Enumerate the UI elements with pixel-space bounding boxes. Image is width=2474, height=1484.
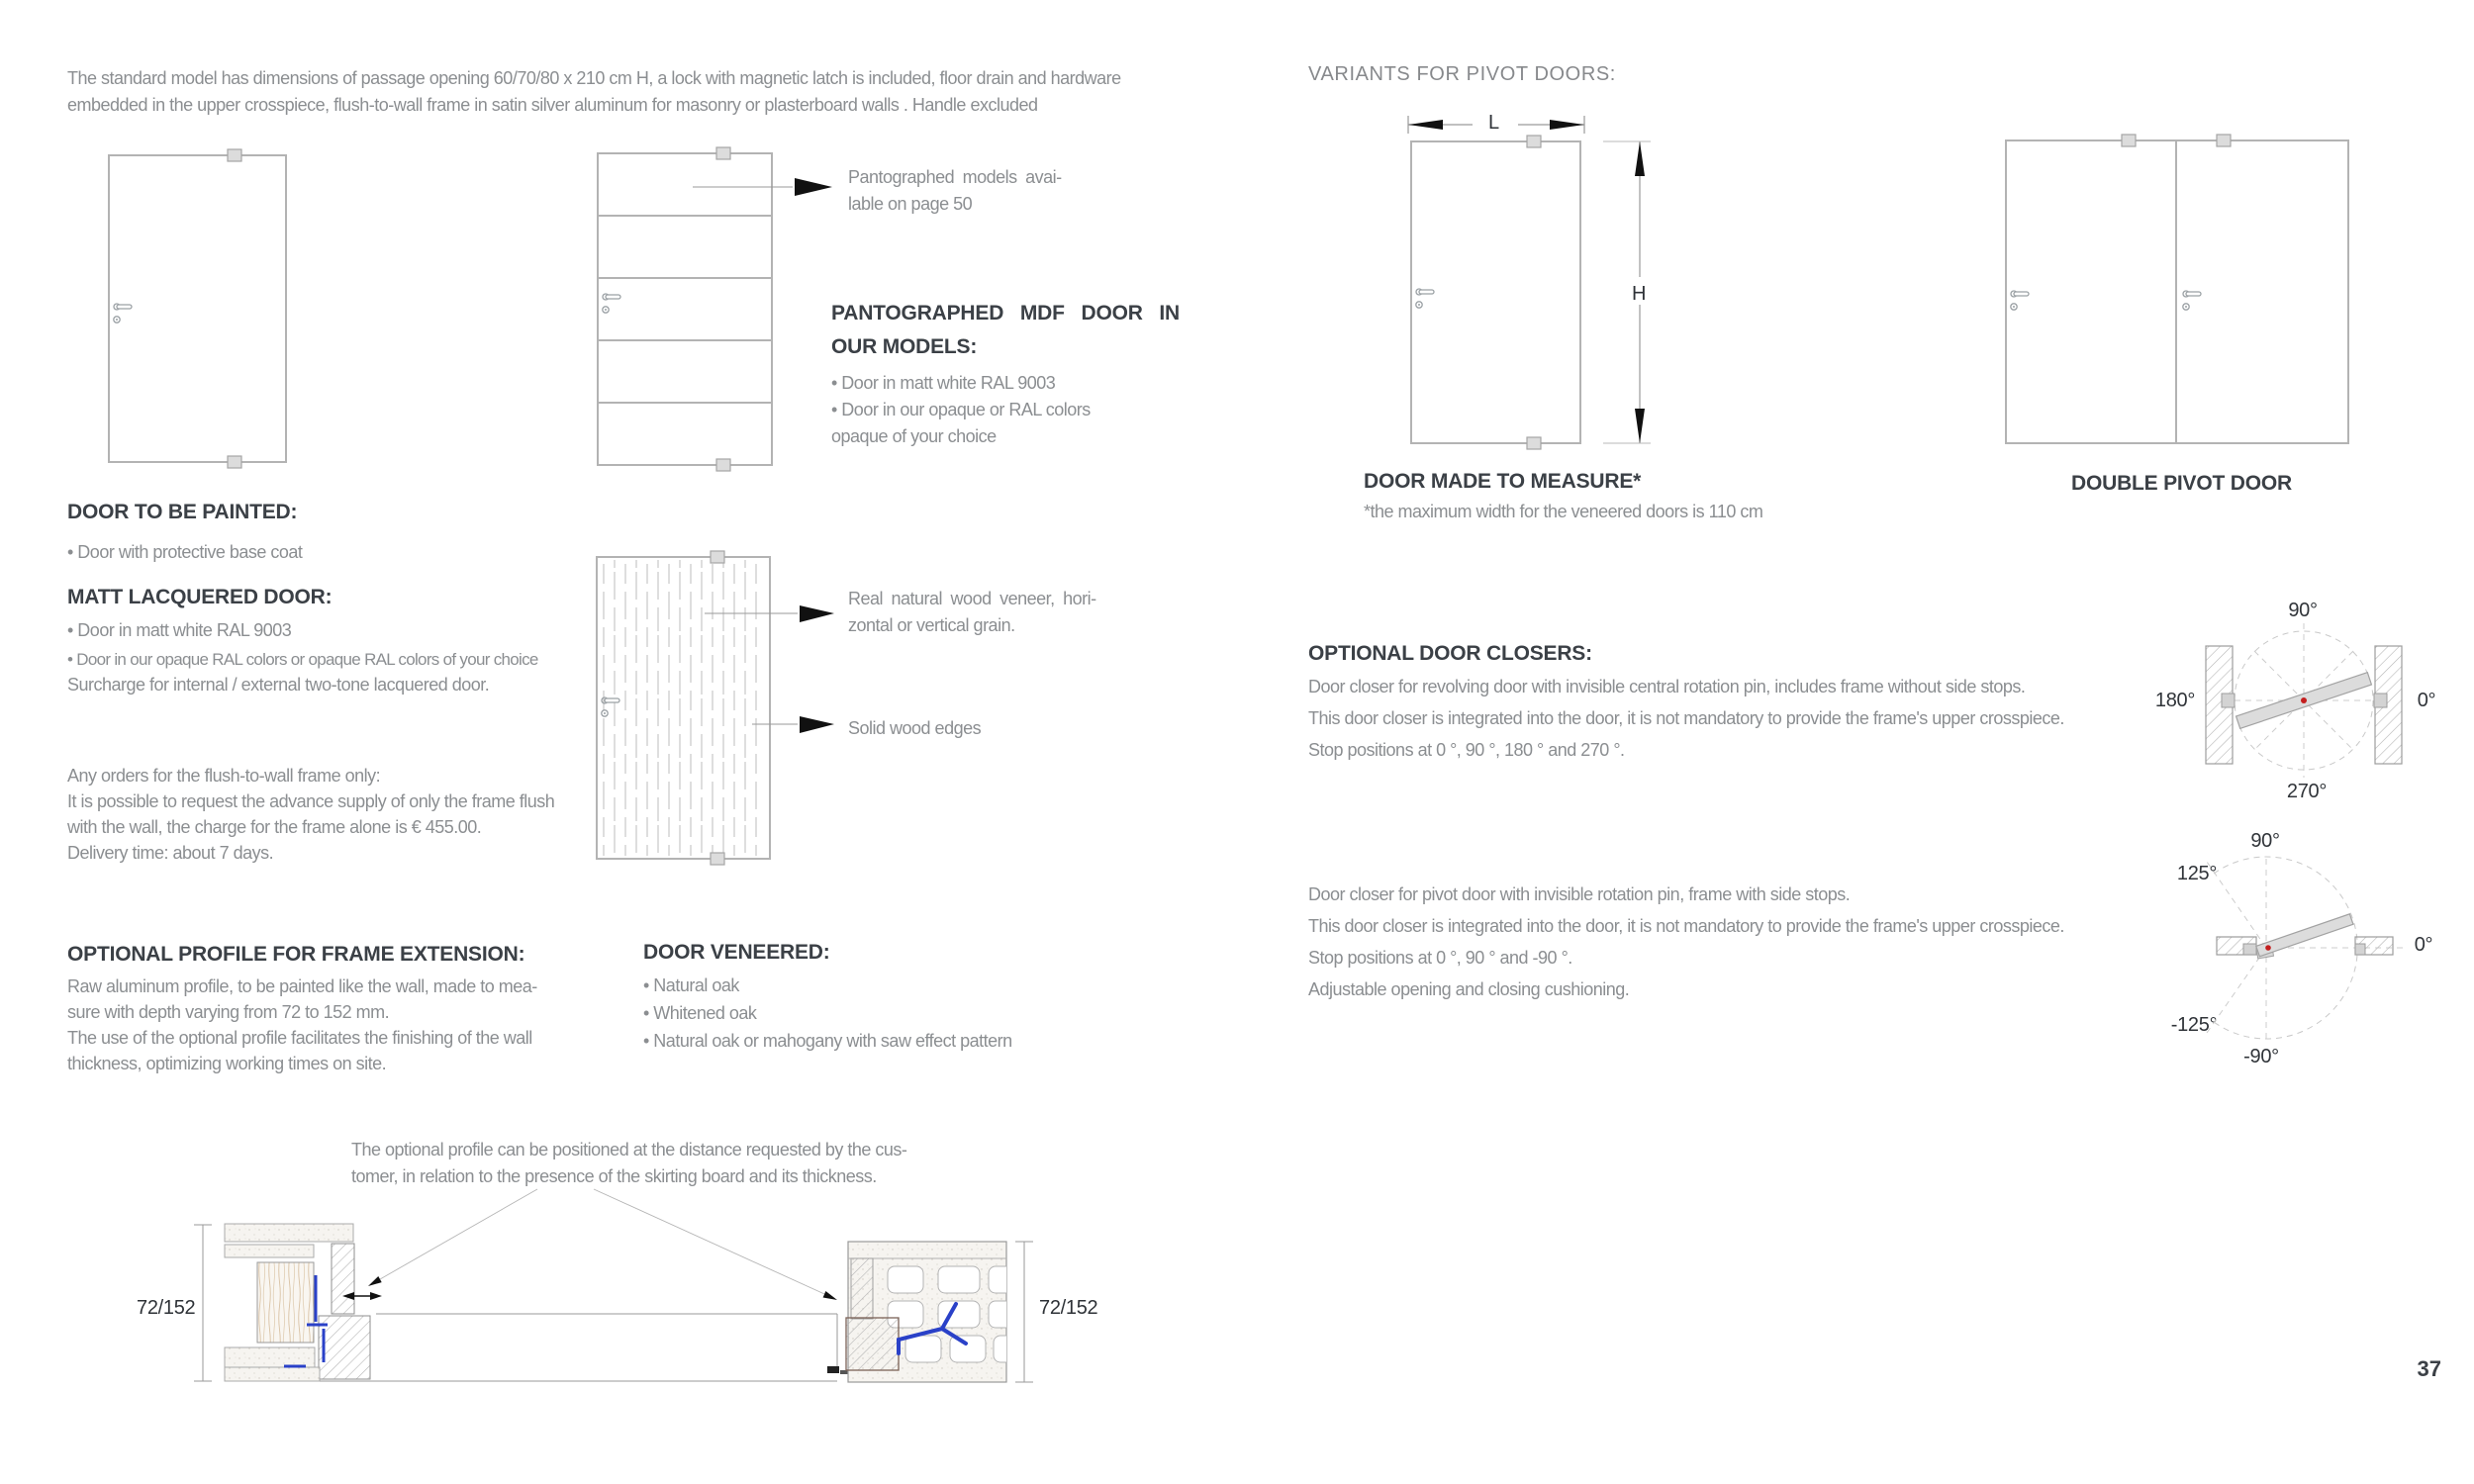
closer-pivot-line-4: Adjustable opening and closing cushioning. [1308, 979, 1630, 999]
door-veneered-bullet-3: • Natural oak or mahogany with saw effect pattern [643, 1031, 1012, 1051]
door-leaf-bar [2256, 914, 2353, 957]
optional-profile-title: OPTIONAL PROFILE FOR FRAME EXTENSION: [67, 943, 525, 966]
door-to-be-painted-title: DOOR TO BE PAINTED: [67, 501, 298, 523]
flush-frame-line-2: It is possible to request the advance supply of only the frame flush [67, 791, 555, 811]
flush-frame-line-3: with the wall, the charge for the frame alone is € 455.00. [67, 817, 482, 837]
wood-grain-texture [603, 560, 764, 856]
door-outline [109, 155, 286, 462]
width-dimension-line [1408, 116, 1584, 134]
closer-pivot-line-2: This door closer is integrated into the door, it is not mandatory to provide the frame's upper crosspiece. [1308, 916, 2064, 936]
intro-line-1: The standard model has dimensions of passage opening 60/70/80 x 210 cm H, a lock with magnetic latch is included, floor drain and hardware [67, 68, 1121, 88]
pivot-angle-top: 90° [2250, 830, 2280, 852]
matt-lacquered-bullet-2: • Door in our opaque RAL colors or opaque RAL colors of your choice [67, 650, 538, 669]
pantographed-mdf-bullet-1: • Door in matt white RAL 9003 [831, 373, 1056, 393]
pivot-square-icon [2122, 135, 2136, 146]
door-outline [598, 153, 772, 465]
pivot-angle-right: 0° [2414, 934, 2433, 956]
door-outline [1411, 141, 1580, 443]
closer-pivot-line-3: Stop positions at 0 °, 90 ° and -90 °. [1308, 948, 1572, 968]
flush-frame-line-1: Any orders for the flush-to-wall frame only: [67, 766, 381, 786]
closer-revolving-line-2: This door closer is integrated into the door, it is not mandatory to provide the frame's upper crosspiece. [1308, 708, 2064, 728]
pantographed-mdf-title: PANTOGRAPHED MDF DOOR IN OUR MODELS: [831, 302, 1180, 358]
left-jamb-section [225, 1224, 382, 1381]
leader-arrow-icon [823, 1291, 837, 1300]
pivot-square-icon [1527, 136, 1541, 147]
double-pivot-title: DOUBLE PIVOT DOOR [2071, 472, 2292, 495]
closer-revolving-line-3: Stop positions at 0 °, 90 °, 180 ° and 270 °. [1308, 740, 1625, 760]
door-leaf-section [257, 1262, 314, 1343]
pantographed-door-diagram [584, 139, 851, 480]
side-stop [2222, 694, 2235, 707]
width-dimension-label: L [1488, 112, 1499, 134]
right-masonry-section [846, 1242, 1024, 1382]
made-to-measure-diagram [1380, 94, 1677, 465]
pivot-closer-diagram [2118, 836, 2459, 1073]
page-number: 37 [2417, 1356, 2441, 1381]
height-dimension-line [1603, 141, 1651, 443]
pivot-angle-bottom: -90° [2243, 1046, 2279, 1067]
left-dimension-line [194, 1225, 212, 1381]
matt-lacquered-note: Surcharge for internal / external two-tone lacquered door. [67, 675, 490, 695]
pantographed-mdf-bullet-2: • Door in our opaque or RAL colors opaque of your choice [831, 400, 1091, 446]
rotation-pin-marker [2301, 697, 2307, 703]
optional-profile-line-3: The use of the optional profile facilitates the finishing of the wall [67, 1028, 532, 1048]
revolving-angle-bottom: 270° [2286, 781, 2328, 802]
note-leader-line [594, 1189, 833, 1298]
door-to-be-painted-bullet: • Door with protective base coat [67, 542, 303, 562]
pivot-angle-upper-left: 125° [2176, 863, 2218, 884]
closer-revolving-line-1: Door closer for revolving door with invisible central rotation pin, includes frame without side stops. [1308, 677, 2026, 696]
optional-profile-line-4: thickness, optimizing working times on site. [67, 1054, 387, 1073]
door-veneered-bullet-1: • Natural oak [643, 975, 739, 995]
pivot-square-icon [1527, 437, 1541, 449]
pivot-square-icon [711, 551, 724, 563]
callout-arrow-icon [800, 605, 834, 622]
closer-pivot-line-1: Door closer for pivot door with invisible rotation pin, frame with side stops. [1308, 884, 1851, 904]
optional-profile-line-2: sure with depth varying from 72 to 152 mm. [67, 1002, 390, 1022]
side-stop [2355, 944, 2365, 955]
note-leader-line [373, 1189, 537, 1283]
side-stop [2243, 944, 2256, 955]
right-dimension-line [1015, 1242, 1033, 1382]
veneered-door-diagram [584, 539, 851, 881]
rotation-pin-marker [2265, 945, 2271, 951]
veneer-grain-callout-line-2: zontal or vertical grain. [848, 615, 1015, 635]
pivot-square-icon [228, 456, 241, 468]
callout-arrow-icon [800, 716, 834, 733]
pivot-square-icon [228, 149, 241, 161]
plain-door-diagram [99, 139, 307, 480]
callout-arrow-icon [795, 178, 832, 196]
door-closers-title: OPTIONAL DOOR CLOSERS: [1308, 642, 1592, 665]
double-pivot-door-diagram [1989, 129, 2365, 455]
pivot-angle-lower-left: -125° [2170, 1014, 2218, 1036]
profile-note-line-1: The optional profile can be positioned at the distance requested by the cus- [351, 1140, 907, 1159]
made-to-measure-note: *the maximum width for the veneered doors is 110 cm [1364, 502, 1763, 521]
profile-note-line-2: tomer, in relation to the presence of the skirting board and its thickness. [351, 1166, 877, 1186]
height-dimension-label: H [1632, 283, 1647, 305]
floor-pivot-hardware [827, 1366, 839, 1373]
pivot-square-icon [716, 459, 730, 471]
intro-line-2: embedded in the upper crosspiece, flush-to-wall frame in satin silver aluminum for masonry or plasterboard walls . Handle excluded [67, 95, 1038, 115]
frame-profile-hatch [846, 1318, 899, 1370]
pivot-square-icon [711, 853, 724, 865]
pivot-square-icon [716, 147, 730, 159]
veneer-grain-callout-line-1: Real natural wood veneer, hori- [848, 589, 1096, 608]
revolving-angle-right: 0° [2417, 690, 2436, 711]
door-veneered-bullet-2: • Whitened oak [643, 1003, 757, 1023]
revolving-closer-diagram [2138, 594, 2454, 811]
revolving-angle-top: 90° [2288, 600, 2318, 621]
variants-title: VARIANTS FOR PIVOT DOORS: [1308, 63, 1616, 85]
frame-section-drawing [124, 1182, 1123, 1395]
made-to-measure-title: DOOR MADE TO MEASURE* [1364, 470, 1642, 493]
pantographed-callout-line-2: lable on page 50 [848, 194, 973, 214]
optional-profile-line-1: Raw aluminum profile, to be painted like the wall, made to mea- [67, 976, 537, 996]
frame-profile-hatch [332, 1244, 354, 1314]
right-section-dimension: 72/152 [1039, 1297, 1098, 1319]
hollow-brick-cores [888, 1266, 1024, 1362]
matt-lacquered-title: MATT LACQUERED DOOR: [67, 586, 333, 608]
pivot-square-icon [2217, 135, 2231, 146]
solid-wood-edges-callout: Solid wood edges [848, 718, 982, 738]
flush-frame-line-4: Delivery time: about 7 days. [67, 843, 274, 863]
side-stop [2374, 694, 2387, 707]
leader-arrow-icon [368, 1276, 382, 1286]
plaster-hatch [851, 1258, 873, 1319]
pantographed-callout-line-1: Pantographed models avai- [848, 167, 1062, 187]
revolving-angle-left: 180° [2154, 690, 2196, 711]
wall-lines [320, 1314, 837, 1381]
matt-lacquered-bullet-1: • Door in matt white RAL 9003 [67, 620, 292, 640]
left-section-dimension: 72/152 [137, 1297, 196, 1319]
door-veneered-title: DOOR VENEERED: [643, 941, 830, 964]
